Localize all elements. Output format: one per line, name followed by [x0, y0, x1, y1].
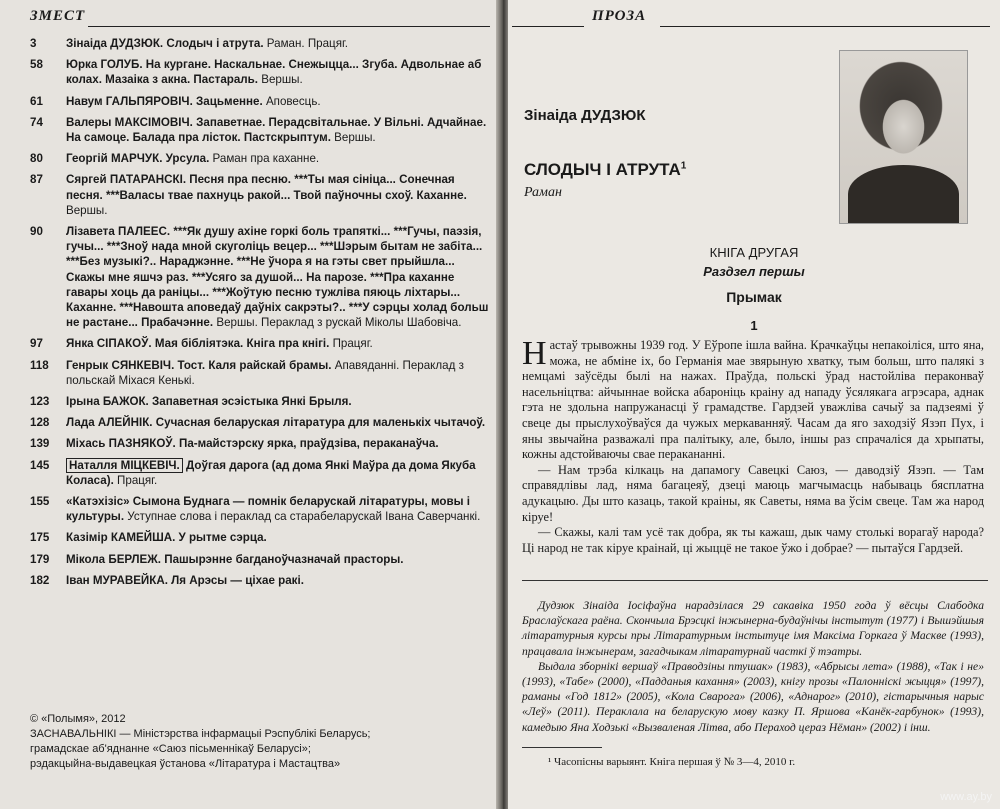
left-page [0, 0, 498, 809]
toc-note: Уступнае слова і пераклад са старабеларускай Івана Саверчанкі. [124, 510, 481, 524]
text-paragraph [522, 525, 984, 556]
toc-work-title: Песня пра песню. ***Ты мая сініца... Сонечная песня. ***Валасы твае пахнуць ракой... Твой паўночны схоў. Каханне. [66, 173, 467, 202]
toc-author: Лада АЛЕЙНІК. [66, 416, 153, 430]
toc-author: Навум ГАЛЬПЯРОВІЧ. [66, 94, 193, 108]
toc-entry-text [66, 573, 490, 588]
toc-page-number: 87 [30, 173, 43, 187]
toc-work-title: Урсула. [165, 152, 210, 166]
chapter-number: 1 [750, 318, 758, 333]
toc-author: Ірына БАЖОК. [66, 395, 149, 409]
section-heading: Раздзел першы [703, 264, 805, 279]
toc-entry-text [66, 224, 490, 330]
toc-author: Казімір КАМЕЙША. [66, 531, 176, 545]
toc-entry [30, 94, 490, 109]
toc-work-title: помнік беларускай літаратуры, мовы і культуры. [66, 495, 470, 524]
author-photo [839, 50, 968, 224]
toc-work-title: Ля Арэсы — ціхае ракі. [171, 573, 304, 587]
toc-page-number: 74 [30, 115, 43, 129]
toc-note: Вершы. [258, 73, 303, 87]
toc-work-title: Запаветная эсэістыка Янкі Брыля. [152, 395, 352, 409]
novel-title: СЛОДЫЧ І АТРУТА$^1$ [524, 160, 687, 179]
toc-entry [30, 530, 490, 545]
toc-work-title: ***Як душу ахіне горкі боль трапяткі... ***Гучы, паэзія, гучы... ***Зноў нада мной скуголіць вецер... ***Шэрым бытам не забіта... ***Без музыкі?.. Нараджэнне. ***Не ўчора я на гэты свет прыйшла... Скажы мне яшчэ раз. ***Усяго за душой... На парозе. ***Пра каханне гавары хоць да раніцы... ***Жоўтую песню тужліва пяюць ліхтары... Каханне. ***Навошта аповедаў даўніх сакрэты?.. ***У сэрцы холад больш не растане... Прабачэнне. [66, 225, 489, 330]
toc-entry-text [66, 494, 490, 524]
toc-author: Наталля МІЦКЕВІЧ. [66, 458, 183, 473]
novel-text [522, 335, 984, 556]
running-head-prose: ПРОЗА [592, 8, 647, 24]
toc-entry-text [66, 57, 490, 87]
toc-entry [30, 115, 490, 145]
footnote: ¹ Часопісны варыянт. Кніга першая ў № 3—4, 2010 г. [548, 756, 796, 768]
toc-page-number: 155 [30, 495, 50, 509]
toc-entry [30, 57, 490, 87]
toc-author: Янка СІПАКОЎ. [66, 337, 152, 351]
toc-note: Раман. Працяг. [263, 37, 349, 50]
toc-note: Аповесць. [262, 94, 321, 108]
toc-entry-text [66, 172, 490, 218]
toc-work-title: Запаветнае. Перадсвітальнае. У Вільні. Адчайнае. На самоце. Балада пра лісток. Пастскрыптум. [66, 115, 487, 145]
toc-entry-text [66, 151, 490, 166]
running-head-rule [512, 26, 584, 27]
toc-entry [30, 394, 490, 409]
text-paragraph [522, 335, 984, 463]
toc-author: Георгій МАРЧУК. [66, 152, 163, 166]
toc-entry-text [66, 94, 490, 109]
toc-page-number: 128 [30, 416, 50, 430]
imprint-line: рэдакцыйна-выдавецкая ўстанова «Літаратура і Мастацтва» [30, 758, 341, 770]
copyright: © «Полымя», 2012 [30, 713, 126, 725]
chapter-heading: Прымак [726, 289, 782, 305]
toc-entry [30, 436, 490, 451]
toc-page-number: 175 [30, 531, 50, 545]
running-head-rule [660, 26, 990, 27]
toc-page-number: 90 [30, 225, 43, 239]
toc-entry [30, 172, 490, 218]
toc-entry [30, 573, 490, 588]
toc-entry-text [66, 458, 490, 488]
toc-work-title: Слодыч і атрута. [166, 37, 264, 50]
toc-entry-text [66, 415, 490, 430]
toc-note: Вершы. [66, 203, 108, 217]
toc-page-number: 61 [30, 94, 43, 108]
toc-entry-text [66, 336, 490, 351]
toc-entry [30, 494, 490, 524]
toc-page-number: 118 [30, 358, 49, 372]
toc-work-title: Тост. Каля райскай брамы. [177, 358, 332, 372]
toc-page-number: 182 [30, 573, 50, 587]
toc-entry-text [66, 530, 490, 545]
toc-entry-text [66, 115, 490, 145]
toc-note: Раман пра каханне. [209, 152, 320, 166]
toc-work-title: Сучасная беларуская літаратура для маленькіх чытачоў. [155, 416, 486, 430]
footer-rule [522, 580, 988, 581]
toc-entry-text [66, 36, 490, 51]
toc-entry-text [66, 358, 490, 388]
toc-work-title: Зацьменне. [196, 94, 263, 108]
toc-page-number: 3 [30, 37, 37, 50]
toc-work-title: На кургане. Наскальнае. Снежыцца... Згуба. Адвольнае аб колах. Мазаіка з акна. Пастараль. [66, 58, 482, 87]
toc-entry [30, 552, 490, 567]
toc-note: Апавяданні. Пераклад з польскай Міхася Кенькі. [66, 358, 464, 387]
toc-work-title: У рытме сэрца. [178, 531, 267, 545]
bio-paragraph: Выдала зборнікі вершаў «Праводзіны птушак» (1983), «Абрысы лета» (1988), «Так і не» (1993), «Табе» (2000), «Падданыя кахання» (2003), кнігу прозы «Палонніскі жыцця» (1997), раманы «Год 1812» (2005), «Кола Сварога» (2006), «Аднарог» (2010), гістарычныя нарыс «Леў» (2011). Пераклала на беларускую мову казку П. Яршова «Канёк-гарбунок» (1993), камедыю Яна Ходзькі «Вызваленая Літва, або Пераход цераз Нёман» (2002) і інш. [522, 659, 984, 734]
toc-page-number: 123 [30, 395, 50, 409]
toc-entry [30, 458, 490, 488]
toc-page-number: 179 [30, 552, 50, 566]
watermark: www.ay.by [940, 791, 992, 803]
author-name: Зінаіда ДУДЗЮК [524, 107, 646, 124]
toc-author: Лізавета ПАЛЕЕС. [66, 225, 171, 239]
imprint-line: грамадскае аб'яднанне «Саюз пісьменнікаў Беларусі»; [30, 743, 311, 755]
toc-note: Вершы. [330, 131, 376, 145]
toc-entry [30, 336, 490, 351]
toc-author: «Катэхізіс» Сымона Буднага — [66, 495, 245, 509]
paragraph-text: — Скажы, калі там усё так добра, як ты кажаш, дык чаму столькі ворагаў народа? Ці народ не так кіруе краінай, ці жыццё не такое ўжо і добрае? — пытаўся Гардзей. [522, 525, 984, 555]
toc-author: Юрка ГОЛУБ. [66, 58, 143, 72]
text-paragraph [522, 463, 984, 525]
imprint-line: ЗАСНАВАЛЬНІКІ — Міністэрства інфармацыі Рэспублікі Беларусь; [30, 728, 371, 740]
toc-author: Міхась ПАЗНЯКОЎ. [66, 437, 176, 451]
footnote-rule [522, 747, 602, 748]
toc-note: Працяг. [329, 337, 373, 351]
bio-paragraph: Дудзюк Зінаіда Іосіфаўна нарадзілася 29 сакавіка 1950 года ў вёсцы Слабодка Браслаўскага раёна. Скончыла Брэсцкі інжынерна-будаўнічы інстытут (1977) і Вышэйшыя літаратурныя курсы пры Літаратурным інстытуце імя Максіма Горкага ў Маскве (1993), працавала інжынерам, загадчыкам літаратурнай часткі ў тэатры. [522, 599, 984, 658]
toc-author: Мікола БЕРЛЕЖ. [66, 552, 161, 566]
toc-entry [30, 415, 490, 430]
toc-work-title: Мая бібліятэка. Кніга пра кнігі. [154, 337, 330, 351]
toc-page-number: 97 [30, 337, 43, 351]
book-heading: КНІГА ДРУГАЯ [709, 245, 799, 260]
running-head-rule [88, 26, 490, 27]
toc-entry-text [66, 552, 490, 567]
toc-entry [30, 36, 490, 51]
toc-entry-text [66, 394, 490, 409]
toc-note: Працяг. [113, 473, 158, 487]
toc-work-title: Пашырэнне багданоўчазначай прасторы. [164, 552, 404, 566]
toc-work-title: Па-майстэрску ярка, праўдзіва, пераканаўча. [179, 437, 439, 451]
toc-page-number: 139 [30, 437, 50, 451]
author-biography [522, 598, 984, 735]
paragraph-text: — Нам трэба кілкаць на дапамогу Савецкі Саюз, — даводзіў Язэп. — Там справядлівы лад, няма багацеяў, дзеці маюць магчымасць набываць бясплатна адукацыю. Ды што казаць, такой краіны, як Саветы, няма ва ўсім свеце. Там жа народ кіруе! [522, 462, 984, 524]
toc-work-title: Доўгая дарога (ад дома Янкі Маўра да дома Якуба Коласа). [66, 458, 476, 487]
toc-author: Іван МУРАВЕЙКА. [66, 573, 168, 587]
toc-page-number: 58 [30, 58, 43, 72]
toc-note: Вершы. Пераклад з рускай Міколы Шабовіча. [213, 316, 462, 330]
toc-author: Сяргей ПАТАРАНСКІ. [66, 173, 187, 187]
toc-author: Зінаіда ДУДЗЮК. [66, 37, 164, 50]
toc-entry-text [66, 436, 490, 451]
genre-label: Раман [524, 185, 562, 200]
toc-entry [30, 224, 490, 330]
toc-author: Генрык СЯНКЕВІЧ. [66, 358, 175, 372]
toc-page-number: 80 [30, 152, 43, 166]
running-head-contents: ЗМЕСТ [30, 8, 86, 24]
toc-page-number: 145 [30, 458, 50, 472]
toc-entry [30, 151, 490, 166]
toc-author: Валеры МАКСІМОВІЧ. [66, 115, 193, 129]
paragraph-text: астаў трывожны 1939 год. У Еўропе ішла вайна. Крачкаўцы непакоіліся, што яна, можа, не абміне іх, бо Германія мае звярыную хватку, тым больш, што палякі з немцамі заўсёды былі на нажах. Праўда, польскі ўрад настойліва пераконваў насельніцтва: айчыннае войска абароніць краіну ад нападу ўсялякага агрэсара, аднак гэта не здольна напружанасці ў грамадстве. Гардзей уважліва сачыў за падзеямі ў свеце ды прыслухоўваўся да чужых меркаванняў. Часам да яго заходзіў Язэп Пух, і яны звычайна разважалі пра палітыку, але, было, іншы раз спрачаліся да хрыпаты, кожны адстойваючы свае перакананні. [522, 338, 984, 462]
toc-entry [30, 358, 490, 388]
table-of-contents [30, 36, 490, 594]
drop-cap: Н [522, 335, 547, 372]
imprint [30, 712, 490, 772]
